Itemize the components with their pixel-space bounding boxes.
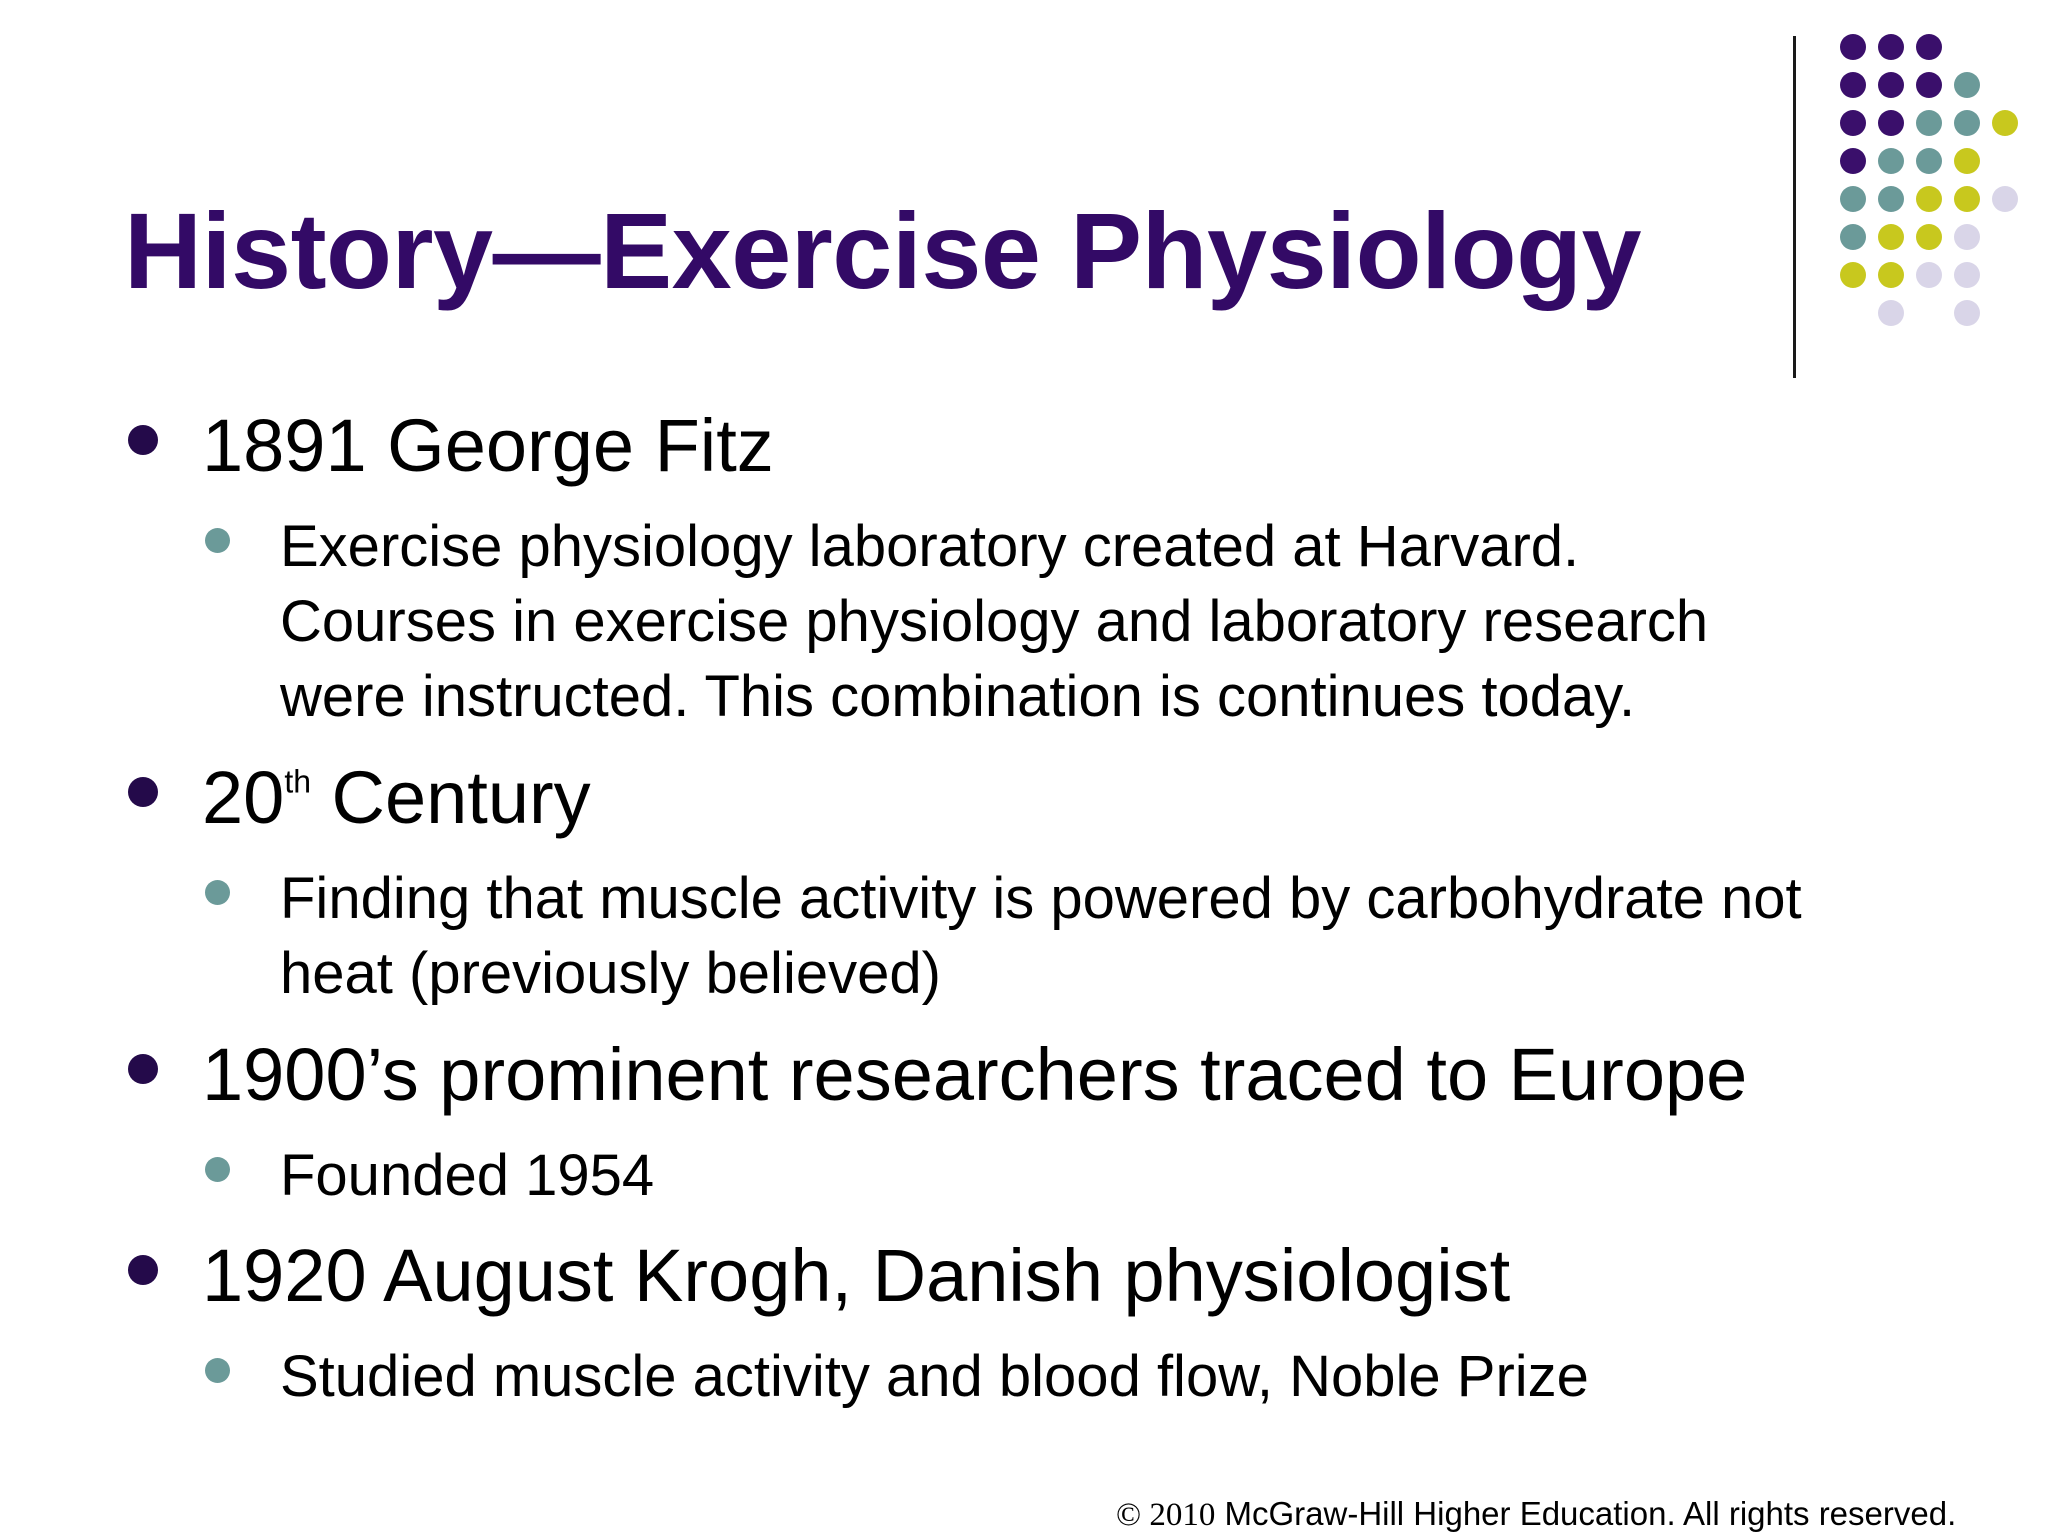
copyright-footer xyxy=(1116,1494,1956,1535)
decorative-dot xyxy=(1916,186,1942,212)
decorative-dot xyxy=(1878,148,1904,174)
decorative-dot xyxy=(1916,262,1942,288)
copyright-text: McGraw-Hill Higher Education. All rights reserved. xyxy=(1215,1495,1957,1532)
bullet-item-4: 1920 August Krogh, Danish physiologist xyxy=(202,1234,1511,1317)
sub-item-3-line-1: Founded 1954 xyxy=(280,1143,655,1208)
round-sub-bullet-icon xyxy=(205,1157,230,1182)
decorative-dot xyxy=(1916,110,1942,136)
decorative-dot xyxy=(1916,72,1942,98)
round-bullet-icon xyxy=(128,1054,158,1084)
bullet-item-2 xyxy=(202,755,591,841)
decorative-dot xyxy=(1954,110,1980,136)
decorative-dot xyxy=(1840,72,1866,98)
decorative-dot xyxy=(1954,300,1980,326)
decorative-dot xyxy=(1992,110,2018,136)
decorative-dot xyxy=(1916,148,1942,174)
decorative-dot xyxy=(1878,186,1904,212)
decorative-dot xyxy=(1878,72,1904,98)
sub-item-4-line-1: Studied muscle activity and blood flow, Noble Prize xyxy=(280,1344,1589,1409)
round-bullet-icon xyxy=(128,1255,158,1285)
decorative-dot xyxy=(1954,186,1980,212)
decorative-dot xyxy=(1840,262,1866,288)
round-sub-bullet-icon xyxy=(205,880,230,905)
sub-item-2-line-1: Finding that muscle activity is powered by carbohydrate not xyxy=(280,866,1802,931)
round-sub-bullet-icon xyxy=(205,528,230,553)
round-bullet-icon xyxy=(128,425,158,455)
decorative-dot xyxy=(1954,262,1980,288)
decorative-dot xyxy=(1840,34,1866,60)
bullet-item-1: 1891 George Fitz xyxy=(202,404,774,487)
title-divider xyxy=(1793,36,1796,378)
bullet-item-2-superscript: th xyxy=(284,763,311,800)
decorative-dot xyxy=(1840,186,1866,212)
bullet-item-2-suffix: Century xyxy=(311,756,591,839)
decorative-dot xyxy=(1992,186,2018,212)
bullet-item-3: 1900’s prominent researchers traced to Europe xyxy=(202,1033,1748,1116)
sub-item-1-line-1: Exercise physiology laboratory created at Harvard. xyxy=(280,514,1580,579)
sub-item-2-line-2: heat (previously believed) xyxy=(280,941,941,1006)
bullet-item-2-number: 20 xyxy=(202,756,285,839)
round-bullet-icon xyxy=(128,777,158,807)
round-sub-bullet-icon xyxy=(205,1358,230,1383)
decorative-dot xyxy=(1878,34,1904,60)
decorative-dot xyxy=(1954,72,1980,98)
sub-item-1-line-2: Courses in exercise physiology and laboratory research xyxy=(280,589,1709,654)
decorative-dot xyxy=(1954,224,1980,250)
sub-item-1-line-3: were instructed. This combination is continues today. xyxy=(280,664,1636,729)
decorative-dot xyxy=(1916,224,1942,250)
decorative-dot xyxy=(1878,224,1904,250)
decorative-dot xyxy=(1840,148,1866,174)
copyright-year: © 2010 xyxy=(1116,1497,1216,1533)
decorative-dot xyxy=(1840,110,1866,136)
decorative-dot xyxy=(1878,300,1904,326)
decorative-dot xyxy=(1916,34,1942,60)
decorative-dot xyxy=(1954,148,1980,174)
decorative-dot xyxy=(1878,262,1904,288)
decorative-dot xyxy=(1878,110,1904,136)
slide-title: History—Exercise Physiology xyxy=(124,190,1642,311)
decorative-dot xyxy=(1840,224,1866,250)
